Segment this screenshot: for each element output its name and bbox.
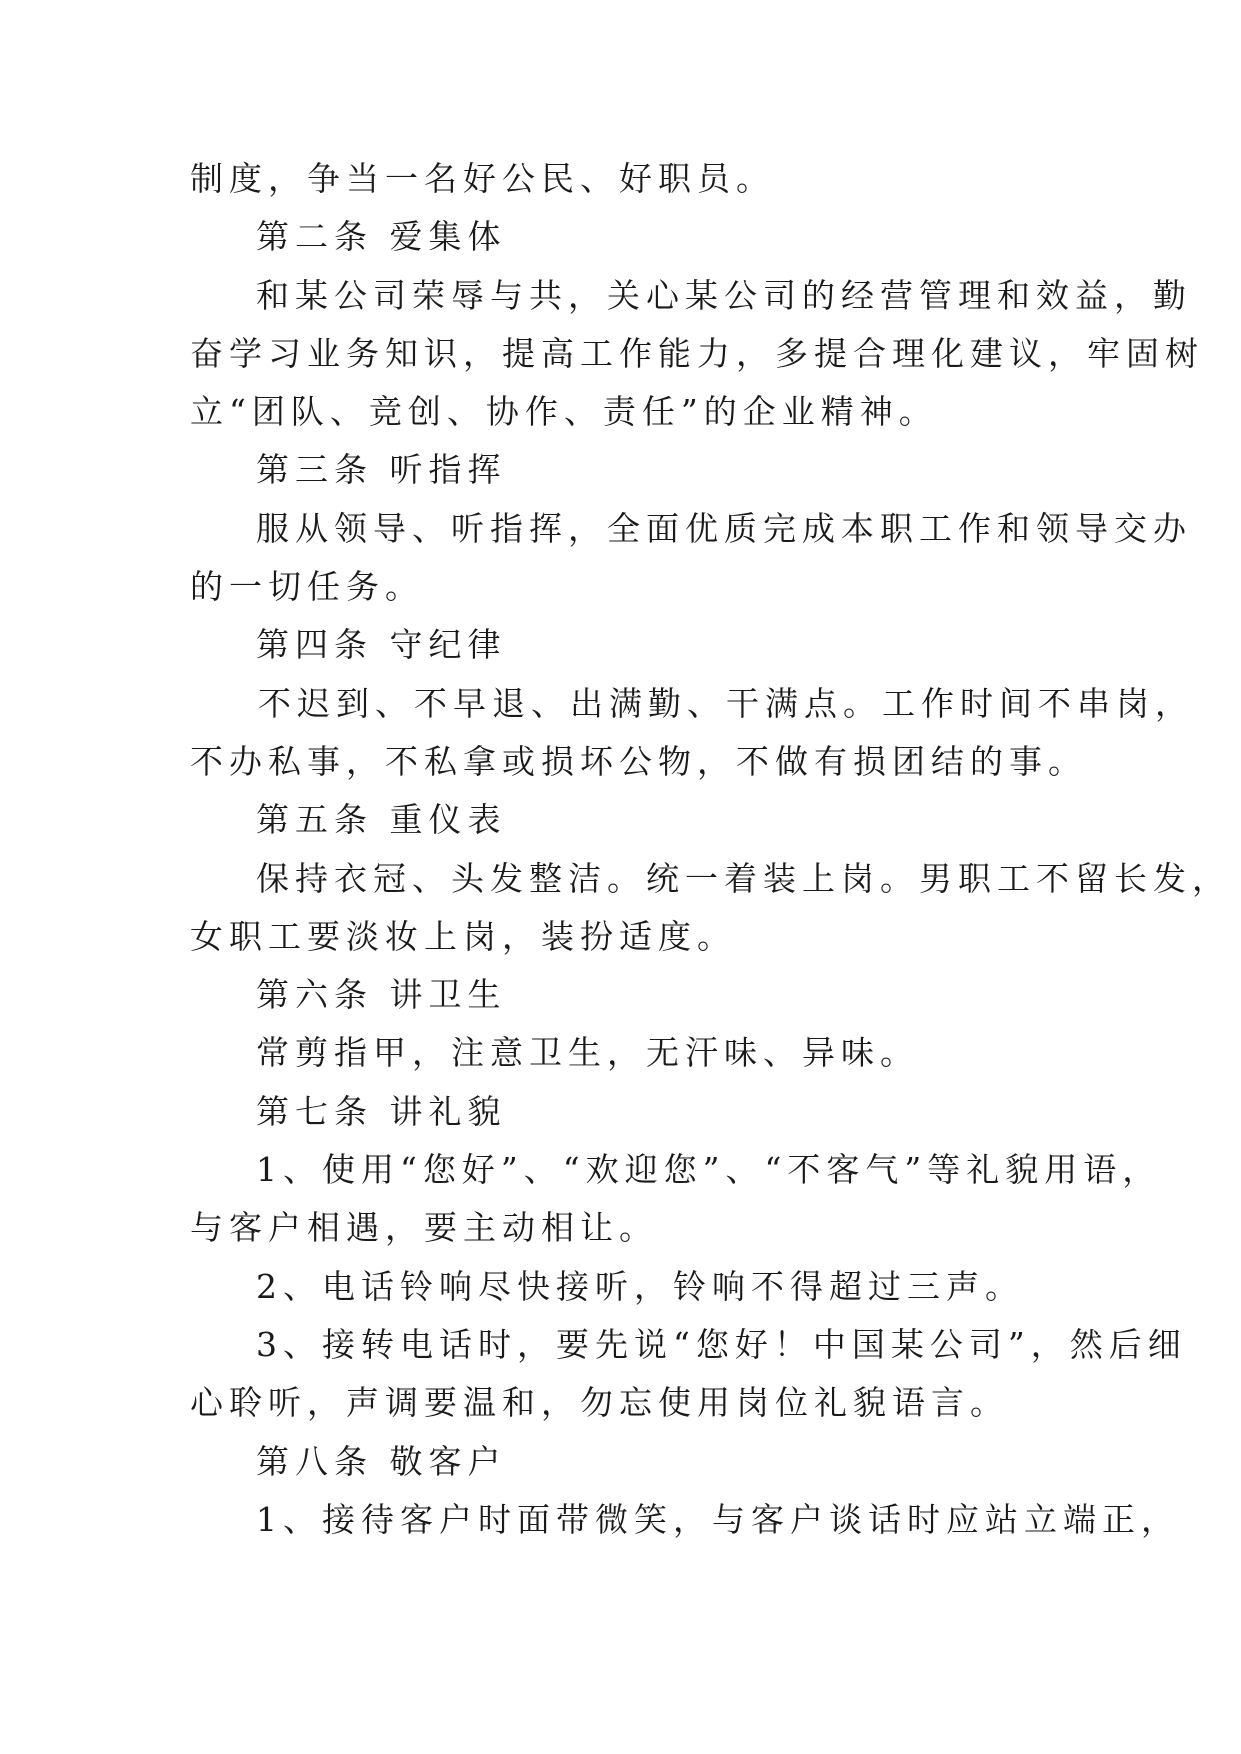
paragraph-line: 奋学习业务知识，提高工作能力，多提合理化建议，牢固树 — [190, 333, 1204, 373]
article-heading: 第二条 爱集体 — [256, 217, 507, 257]
paragraph-line: 女职工要淡妆上岗，装扮适度。 — [190, 916, 736, 956]
paragraph-line: 保持衣冠、头发整洁。统一着装上岗。男职工不留长发， — [256, 858, 1231, 898]
paragraph-line: 服从领导、听指挥，全面优质完成本职工作和领导交办 — [256, 508, 1192, 548]
article-heading: 第八条 敬客户 — [256, 1441, 507, 1481]
article-heading: 第三条 听指挥 — [256, 450, 507, 490]
paragraph-line: 常剪指甲，注意卫生，无汗味、异味。 — [256, 1033, 919, 1073]
paragraph-line: 和某公司荣辱与共，关心某公司的经营管理和效益，勤 — [256, 275, 1192, 315]
paragraph-line: 立“团队、竞创、协作、责任”的企业精神。 — [190, 392, 938, 432]
paragraph-line: 与客户相遇，要主动相让。 — [190, 1208, 658, 1248]
list-item-line: 2、电话铃响尽快接听，铃响不得超过三声。 — [256, 1266, 1024, 1306]
paragraph-line: 不迟到、不早退、出满勤、干满点。工作时间不串岗， — [258, 683, 1194, 723]
body-text-line: 制度，争当一名好公民、好职员。 — [190, 159, 775, 198]
article-heading: 第七条 讲礼貌 — [256, 1091, 507, 1131]
list-item-line: 1、使用“您好”、“欢迎您”、“不客气”等礼貌用语， — [256, 1150, 1162, 1190]
paragraph-line: 的一切任务。 — [190, 567, 424, 607]
paragraph-line: 心聆听，声调要温和，勿忘使用岗位礼貌语言。 — [190, 1383, 1009, 1423]
article-heading: 第六条 讲卫生 — [256, 975, 507, 1015]
list-item-line: 1、接待客户时面带微笑，与客户谈话时应站立端正， — [256, 1499, 1180, 1539]
article-heading: 第四条 守纪律 — [256, 625, 507, 665]
paragraph-line: 不办私事，不私拿或损坏公物，不做有损团结的事。 — [190, 741, 1087, 781]
list-item-line: 3、接转电话时，要先说“您好！中国某公司”，然后细 — [256, 1324, 1187, 1364]
document-body — [190, 150, 1231, 1549]
article-heading: 第五条 重仪表 — [256, 800, 507, 840]
